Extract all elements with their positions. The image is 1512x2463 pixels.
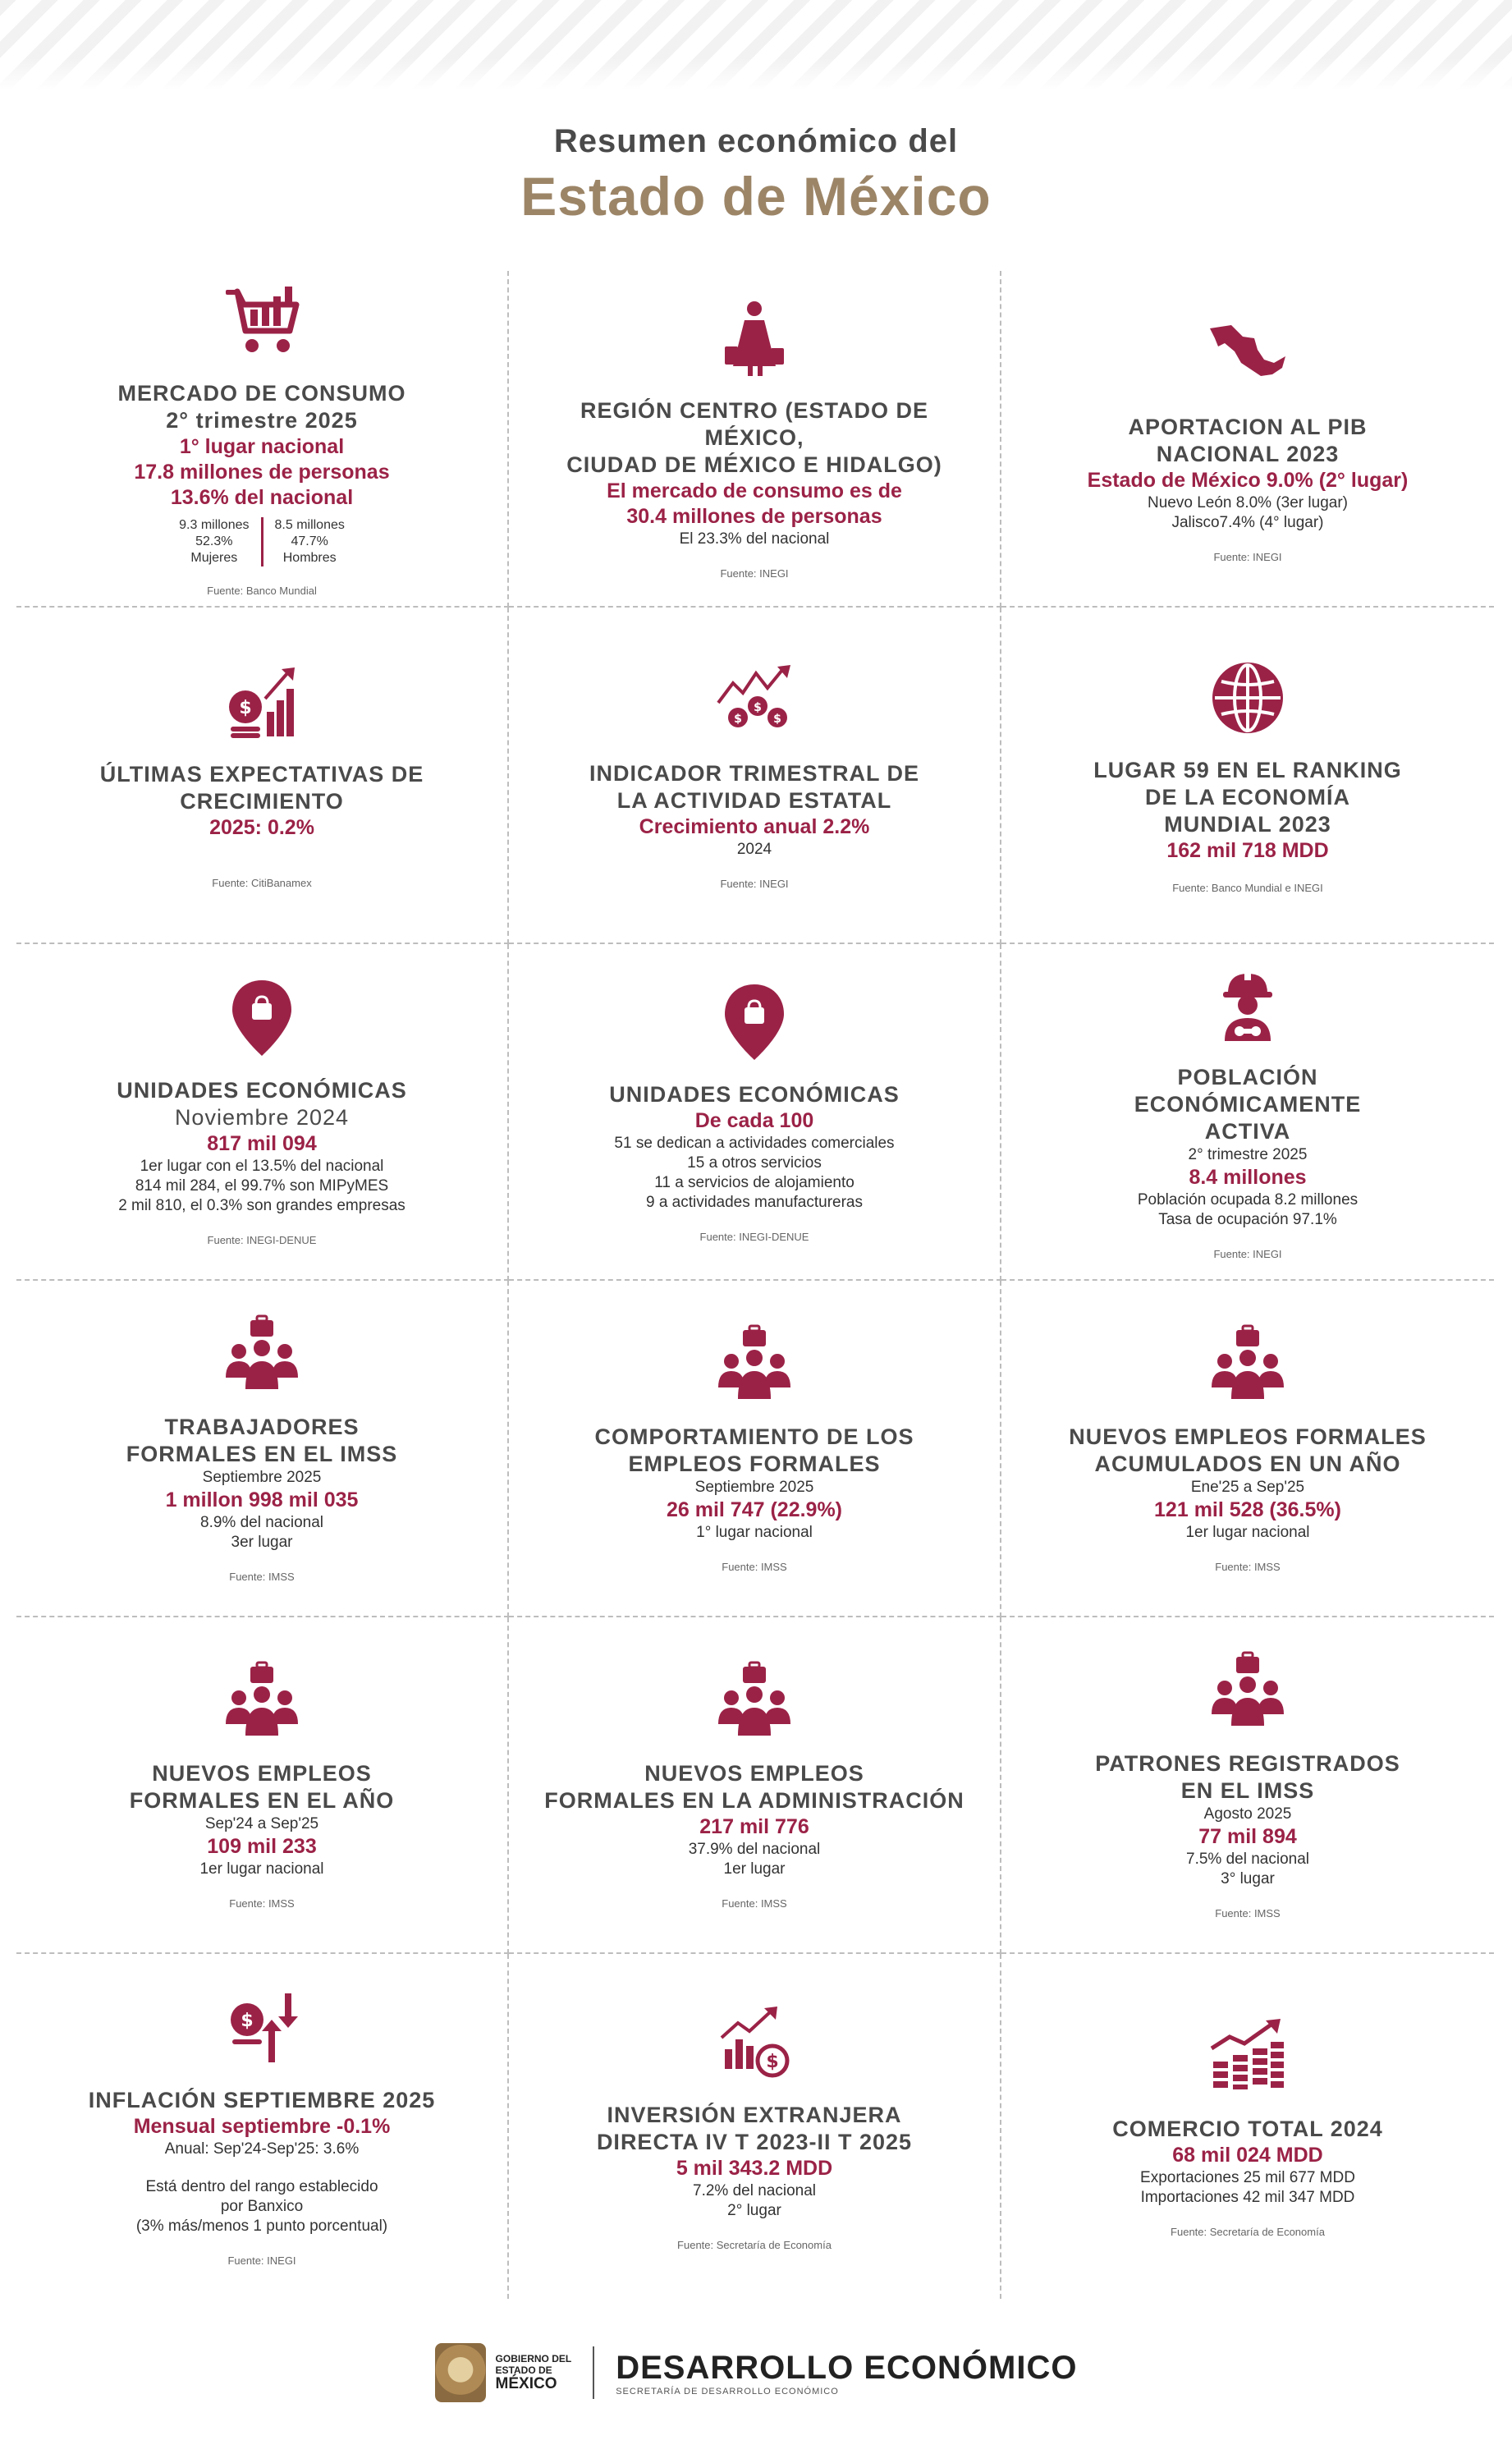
card-period: Septiembre 2025 xyxy=(694,1479,814,1496)
card-source: Fuente: IMSS xyxy=(722,1561,787,1573)
card-detail: Tasa de ocupación 97.1% xyxy=(1158,1210,1337,1228)
card-detail: 1er lugar xyxy=(723,1860,786,1878)
footer-divider xyxy=(593,2346,594,2399)
card-detail: 3er lugar xyxy=(231,1534,293,1551)
government-label: GOBIERNO DEL ESTADO DE MÉXICO xyxy=(495,2353,572,2392)
card-highlight: 8.4 millones xyxy=(1189,1165,1307,1189)
card-region-centro xyxy=(509,271,1001,608)
card-title: ECONÓMICAMENTE xyxy=(1134,1091,1362,1117)
card-title: NUEVOS EMPLEOS xyxy=(644,1761,864,1786)
card-detail: 1er lugar nacional xyxy=(1185,1524,1310,1541)
card-title: FORMALES EN LA ADMINISTRACIÓN xyxy=(544,1788,964,1813)
card-detail: 3° lugar xyxy=(1221,1870,1275,1887)
page-title: Estado de México xyxy=(520,166,992,227)
card-detail: 1er lugar con el 13.5% del nacional xyxy=(140,1158,384,1175)
card-title: DE LA ECONOMÍA xyxy=(1145,784,1350,810)
card-unidades-economicas xyxy=(16,944,509,1281)
svg-text:$: $ xyxy=(773,713,781,726)
card-source: Fuente: INEGI xyxy=(1213,551,1282,563)
card-title: NACIONAL 2023 xyxy=(1156,442,1340,466)
card-detail: 37.9% del nacional xyxy=(688,1841,821,1858)
card-title: APORTACION AL PIB xyxy=(1128,415,1368,439)
card-highlight: 109 mil 233 xyxy=(207,1835,317,1858)
brand-title: DESARROLLO ECONÓMICO xyxy=(616,2349,1078,2386)
decorative-header-pattern xyxy=(0,0,1512,90)
card-title: ACUMULADOS EN UN AÑO xyxy=(1094,1452,1401,1476)
dollar-arrows-icon xyxy=(217,1987,307,2069)
card-title: COMERCIO TOTAL 2024 xyxy=(1112,2116,1383,2141)
card-source: Fuente: Secretaría de Economía xyxy=(677,2239,832,2251)
card-title: CRECIMIENTO xyxy=(180,789,344,814)
card-detail: 1° lugar nacional xyxy=(696,1524,813,1541)
card-source: Fuente: INEGI xyxy=(720,567,789,580)
card-detail: El 23.3% del nacional xyxy=(679,530,830,548)
card-detail: Jalisco7.4% (4° lugar) xyxy=(1171,514,1324,531)
card-source: Fuente: INEGI xyxy=(720,878,789,890)
card-title: INVERSIÓN EXTRANJERA xyxy=(607,2103,902,2127)
card-period: Ene'25 a Sep'25 xyxy=(1190,1479,1305,1496)
card-title: NUEVOS EMPLEOS xyxy=(152,1761,372,1786)
svg-text:$: $ xyxy=(239,698,252,718)
card-source: Fuente: IMSS xyxy=(229,1897,295,1910)
card-highlight: 26 mil 747 (22.9%) xyxy=(666,1498,842,1521)
investment-chart-icon xyxy=(709,2002,800,2084)
card-highlight: De cada 100 xyxy=(694,1108,814,1132)
card-detail: 51 se dedican a actividades comerciales xyxy=(614,1134,895,1152)
card-highlight: El mercado de consumo es de xyxy=(607,479,902,502)
card-source: Fuente: INEGI-DENUE xyxy=(699,1230,809,1243)
card-title: ÚLTIMAS EXPECTATIVAS DE xyxy=(99,762,424,787)
brand-block xyxy=(616,2350,1077,2396)
card-period: Sep'24 a Sep'25 xyxy=(204,1815,319,1832)
card-highlight: 68 mil 024 MDD xyxy=(1172,2143,1323,2167)
card-detail: Anual: Sep'24-Sep'25: 3.6% xyxy=(164,2140,360,2158)
team-briefcase-icon xyxy=(709,1660,800,1742)
page-subtitle: Resumen económico del xyxy=(553,123,959,159)
money-trend-icon xyxy=(709,660,800,742)
card-source: Fuente: Secretaría de Economía xyxy=(1171,2225,1325,2238)
card-title: TRABAJADORES xyxy=(164,1415,360,1439)
card-patrones-registrados xyxy=(1001,1617,1494,1954)
card-detail: Nuevo León 8.0% (3er lugar) xyxy=(1148,494,1348,511)
team-briefcase-icon xyxy=(1203,1323,1293,1406)
card-highlight: 5 mil 343.2 MDD xyxy=(676,2157,833,2180)
team-briefcase-icon xyxy=(217,1314,307,1396)
card-title: REGIÓN CENTRO (ESTADO DE MÉXICO, xyxy=(580,398,929,450)
page-header xyxy=(0,123,1512,227)
money-growth-icon xyxy=(217,661,307,743)
card-source: Fuente: INEGI xyxy=(227,2254,296,2267)
team-briefcase-icon xyxy=(217,1660,307,1742)
card-title: LA ACTIVIDAD ESTATAL xyxy=(616,788,892,813)
card-source: Fuente: IMSS xyxy=(1215,1907,1281,1919)
card-highlight: 162 mil 718 MDD xyxy=(1166,838,1329,862)
location-bag-icon xyxy=(709,981,800,1063)
card-title: MUNDIAL 2023 xyxy=(1164,811,1331,837)
card-title: UNIDADES ECONÓMICAS xyxy=(117,1078,407,1103)
indicators-grid xyxy=(16,271,1494,2299)
card-title: MERCADO DE CONSUMO xyxy=(117,381,406,406)
card-unidades-distribucion xyxy=(509,944,1001,1281)
card-title: LUGAR 59 EN EL RANKING xyxy=(1093,757,1402,782)
card-title: INDICADOR TRIMESTRAL DE xyxy=(589,761,919,786)
location-bag-icon xyxy=(217,977,307,1059)
card-highlight: 121 mil 528 (36.5%) xyxy=(1154,1498,1341,1521)
shopping-cart-icon xyxy=(217,280,307,362)
card-period: 2° trimestre 2025 xyxy=(1188,1145,1308,1163)
card-period: Noviembre 2024 xyxy=(174,1105,350,1130)
card-title: POBLACIÓN xyxy=(1177,1064,1318,1089)
card-detail: 7.2% del nacional xyxy=(693,2182,816,2199)
card-source: Fuente: INEGI-DENUE xyxy=(207,1234,317,1246)
card-empleos-ano xyxy=(16,1617,509,1954)
card-highlight: Mensual septiembre -0.1% xyxy=(133,2114,391,2138)
card-detail: 2024 xyxy=(736,841,772,858)
card-title: UNIDADES ECONÓMICAS xyxy=(609,1081,900,1107)
team-briefcase-icon xyxy=(709,1323,800,1406)
card-detail: 11 a servicios de alojamiento xyxy=(654,1173,855,1191)
card-inflacion xyxy=(16,1954,509,2299)
svg-text:$: $ xyxy=(766,2052,779,2072)
team-briefcase-icon xyxy=(1203,1650,1293,1732)
women-stats: 9.3 millones 52.3% Mujeres xyxy=(179,518,250,565)
card-title: ACTIVA xyxy=(1204,1118,1291,1144)
card-highlight: 1° lugar nacional xyxy=(179,435,345,458)
card-detail: Está dentro del rango establecido xyxy=(145,2177,378,2195)
men-stats: 8.5 millones 47.7% Hombres xyxy=(274,518,345,565)
svg-text:$: $ xyxy=(754,701,762,714)
card-detail: 15 a otros servicios xyxy=(687,1154,822,1172)
card-source: Fuente: IMSS xyxy=(722,1897,787,1910)
card-highlight: 817 mil 094 xyxy=(207,1132,317,1155)
card-highlight: 30.4 millones de personas xyxy=(626,505,882,528)
card-empleos-acumulados xyxy=(1001,1281,1494,1617)
card-trabajadores-imss xyxy=(16,1281,509,1617)
card-detail: Importaciones 42 mil 347 MDD xyxy=(1140,2188,1355,2206)
card-title: COMPORTAMIENTO DE LOS xyxy=(594,1424,914,1449)
card-expectativas xyxy=(16,608,509,944)
card-source: Fuente: IMSS xyxy=(1215,1561,1281,1573)
card-title: EMPLEOS FORMALES xyxy=(628,1452,881,1476)
card-period: Agosto 2025 xyxy=(1203,1805,1292,1823)
card-indicador-trimestral xyxy=(509,608,1001,944)
svg-text:$: $ xyxy=(734,713,742,726)
card-aportacion-pib xyxy=(1001,271,1494,608)
card-source: Fuente: Banco Mundial xyxy=(207,585,317,597)
card-period: 2° trimestre 2025 xyxy=(166,408,358,433)
globe-icon xyxy=(1203,657,1293,739)
card-title: PATRONES REGISTRADOS xyxy=(1095,1751,1400,1776)
card-detail: 7.5% del nacional xyxy=(1186,1851,1309,1868)
card-detail: (3% más/menos 1 punto porcentual) xyxy=(135,2217,388,2235)
card-poblacion-activa xyxy=(1001,944,1494,1281)
card-detail: 9 a actividades manufactureras xyxy=(645,1193,864,1211)
card-comercio-total xyxy=(1001,1954,1494,2299)
card-source: Fuente: INEGI xyxy=(1213,1247,1282,1260)
bar-chart-growth-icon xyxy=(1203,2016,1293,2098)
card-detail: 814 mil 284, el 99.7% son MIPyMES xyxy=(135,1177,389,1195)
brand-subtitle: SECRETARÍA DE DESARROLLO ECONÓMICO xyxy=(616,2386,839,2396)
card-comportamiento-empleos xyxy=(509,1281,1001,1617)
card-detail: por Banxico xyxy=(220,2197,304,2215)
card-highlight: 13.6% del nacional xyxy=(170,486,354,509)
worker-icon xyxy=(1203,964,1293,1046)
gender-split xyxy=(167,517,356,566)
card-title: NUEVOS EMPLEOS FORMALES xyxy=(1069,1424,1427,1449)
card-inversion-extranjera xyxy=(509,1954,1001,2299)
card-title: INFLACIÓN SEPTIEMBRE 2025 xyxy=(88,2087,436,2112)
card-highlight: 1 millon 998 mil 035 xyxy=(165,1488,359,1511)
card-detail: 8.9% del nacional xyxy=(200,1514,323,1531)
card-empleos-administracion xyxy=(509,1617,1001,1954)
card-detail: 2 mil 810, el 0.3% son grandes empresas xyxy=(118,1197,405,1214)
svg-text:$: $ xyxy=(241,2010,254,2031)
card-highlight: 217 mil 776 xyxy=(699,1815,809,1838)
card-ranking-mundial xyxy=(1001,608,1494,944)
card-title: DIRECTA IV T 2023-II T 2025 xyxy=(596,2130,913,2154)
card-detail: 1er lugar nacional xyxy=(199,1860,324,1878)
shopping-woman-icon xyxy=(709,297,800,379)
card-detail: Exportaciones 25 mil 677 MDD xyxy=(1140,2168,1355,2186)
card-highlight: 77 mil 894 xyxy=(1198,1825,1297,1848)
footer xyxy=(0,2332,1512,2414)
card-title: FORMALES EN EL IMSS xyxy=(126,1442,398,1466)
card-highlight: Estado de México 9.0% (2° lugar) xyxy=(1087,469,1409,492)
card-mercado-consumo xyxy=(16,271,509,608)
state-seal-logo xyxy=(435,2343,486,2402)
card-title: FORMALES EN EL AÑO xyxy=(129,1788,395,1813)
card-highlight: 17.8 millones de personas xyxy=(134,461,390,484)
card-title: EN EL IMSS xyxy=(1180,1778,1315,1803)
card-title: CIUDAD DE MÉXICO E HIDALGO) xyxy=(566,452,942,477)
card-source: Fuente: IMSS xyxy=(229,1571,295,1583)
card-detail: Población ocupada 8.2 millones xyxy=(1137,1190,1359,1209)
card-highlight: 2025: 0.2% xyxy=(209,816,314,839)
card-period: Septiembre 2025 xyxy=(202,1469,322,1486)
card-highlight: Crecimiento anual 2.2% xyxy=(639,815,870,838)
card-source: Fuente: CitiBanamex xyxy=(212,877,312,889)
card-source: Fuente: Banco Mundial e INEGI xyxy=(1172,881,1323,894)
mexico-map-icon xyxy=(1203,314,1293,396)
card-detail: 2° lugar xyxy=(727,2202,781,2219)
